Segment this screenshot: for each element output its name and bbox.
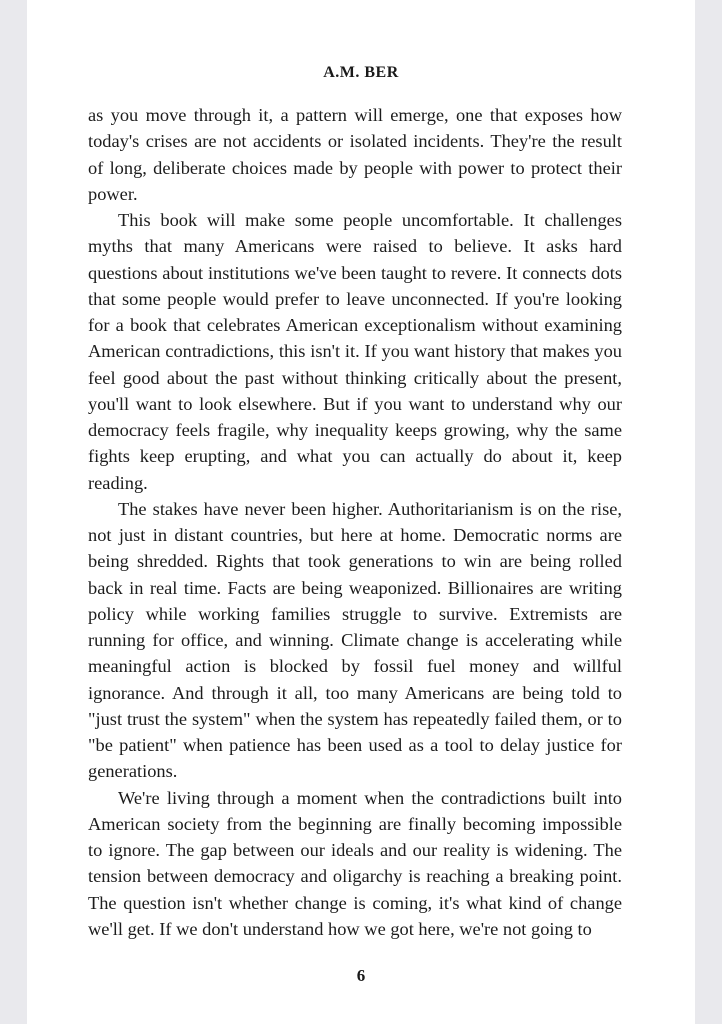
book-page	[27, 0, 695, 1024]
paragraph: This book will make some people uncomfortable. It challenges myths that many Americans were raised to believe. It asks hard questions about institutions we've been taught to revere. It connects dots that some people would prefer to leave unconnected. If you're looking for a book that celebrates American exceptionalism without examining American contradictions, this isn't it. If you want history that makes you feel good about the past without thinking critically about the present, you'll want to look elsewhere. But if you want to understand why our democracy feels fragile, why inequality keeps growing, why the same fights keep erupting, and what you can actually do about it, keep reading.	[88, 210, 622, 493]
running-header-author: A.M. BER	[323, 64, 399, 81]
page-body	[88, 102, 622, 942]
paragraph-continued: as you move through it, a pattern will emerge, one that exposes how today's crises are not accidents or isolated incidents. They're the result of long, deliberate choices made by people with power to protect their power.	[88, 105, 622, 204]
paragraph: We're living through a moment when the contradictions built into American society from the beginning are finally becoming impossible to ignore. The gap between our ideals and our reality is widening. The tension between democracy and oligarchy is reaching a breaking point. The question isn't whether change is coming, it's what kind of change we'll get. If we don't understand how we got here, we're not going to	[88, 787, 622, 939]
paragraph: The stakes have never been higher. Authoritarianism is on the rise, not just in distant countries, but here at home. Democratic norms are being shredded. Rights that took generations to win are being rolled back in real time. Facts are being weaponized. Billionaires are writing policy while working families struggle to survive. Extremists are running for office, and winning. Climate change is accelerating while meaningful action is blocked by fossil fuel money and willful ignorance. And through it all, too many Americans are being told to "just trust the system" when the system has repeatedly failed them, or to "be patient" when patience has been used as a tool to delay justice for generations.	[88, 498, 622, 782]
page-number: 6	[356, 966, 366, 985]
